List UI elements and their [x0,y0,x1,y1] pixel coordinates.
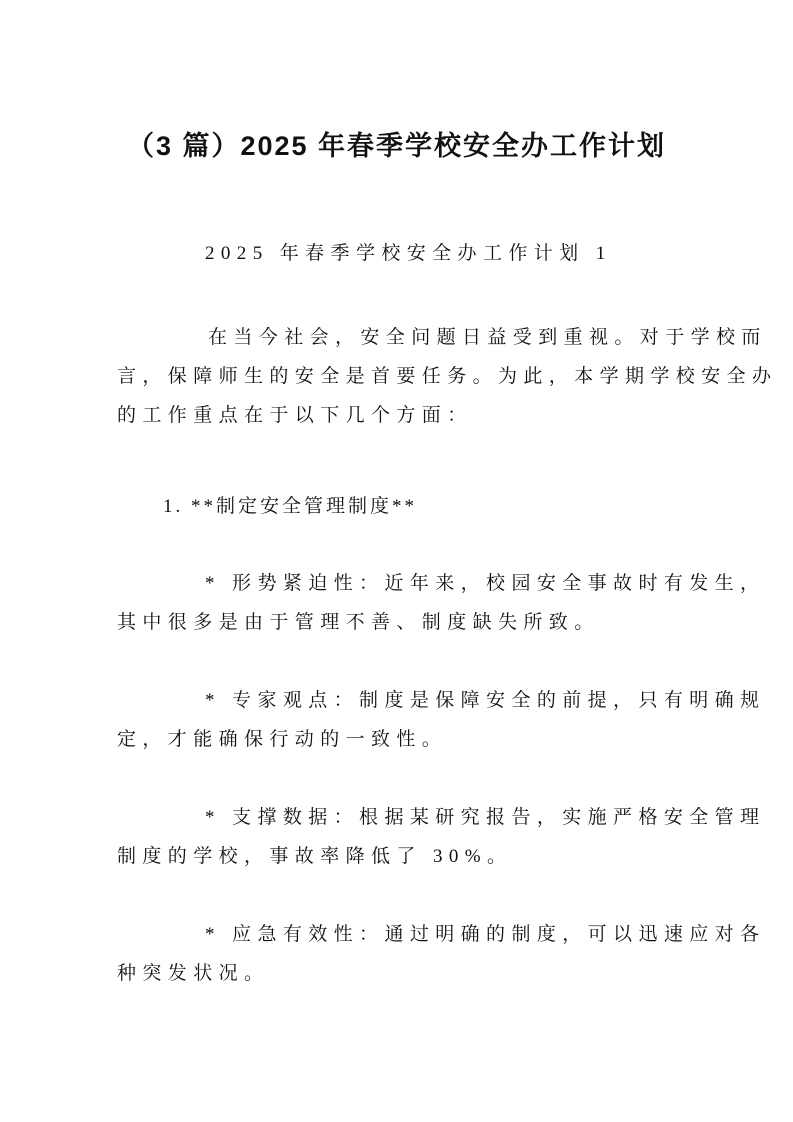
document-title: （3 篇）2025 年春季学校安全办工作计划 [126,131,667,161]
paragraph-line: * 应急有效性：通过明确的制度，可以迅速应对各 [205,924,766,945]
paragraph-line: 言，保障师生的安全是首要任务。为此，本学期学校安全办 [117,366,778,387]
bullet-item [117,681,766,759]
bullet-item [117,915,766,993]
paragraph-line: * 形势紧迫性：近年来，校园安全事故时有发生， [205,573,766,594]
paragraph-line: 种突发状况。 [117,963,270,984]
paragraph-line: 制度的学校，事故率降低了 30%。 [117,846,513,867]
paragraph-line: * 支撑数据：根据某研究报告，实施严格安全管理 [205,807,766,828]
paragraph-line: 其中很多是由于管理不善、制度缺失所致。 [117,612,600,633]
section-subtitle [205,234,765,273]
numbered-heading [117,487,677,526]
paragraph-line: 定，才能确保行动的一致性。 [117,729,448,750]
intro-paragraph [117,318,778,435]
paragraph-line: 在当今社会，安全问题日益受到重视。对于学校而 [208,327,767,348]
subtitle-text: 2025 年春季学校安全办工作计划 1 [205,243,612,264]
paragraph-line: 的工作重点在于以下几个方面： [117,405,473,426]
bullet-item [117,564,766,642]
paragraph-line: * 专家观点：制度是保障安全的前提，只有明确规 [205,690,766,711]
bullet-item [117,798,766,876]
heading-line: 1. **制定安全管理制度** [163,496,418,517]
